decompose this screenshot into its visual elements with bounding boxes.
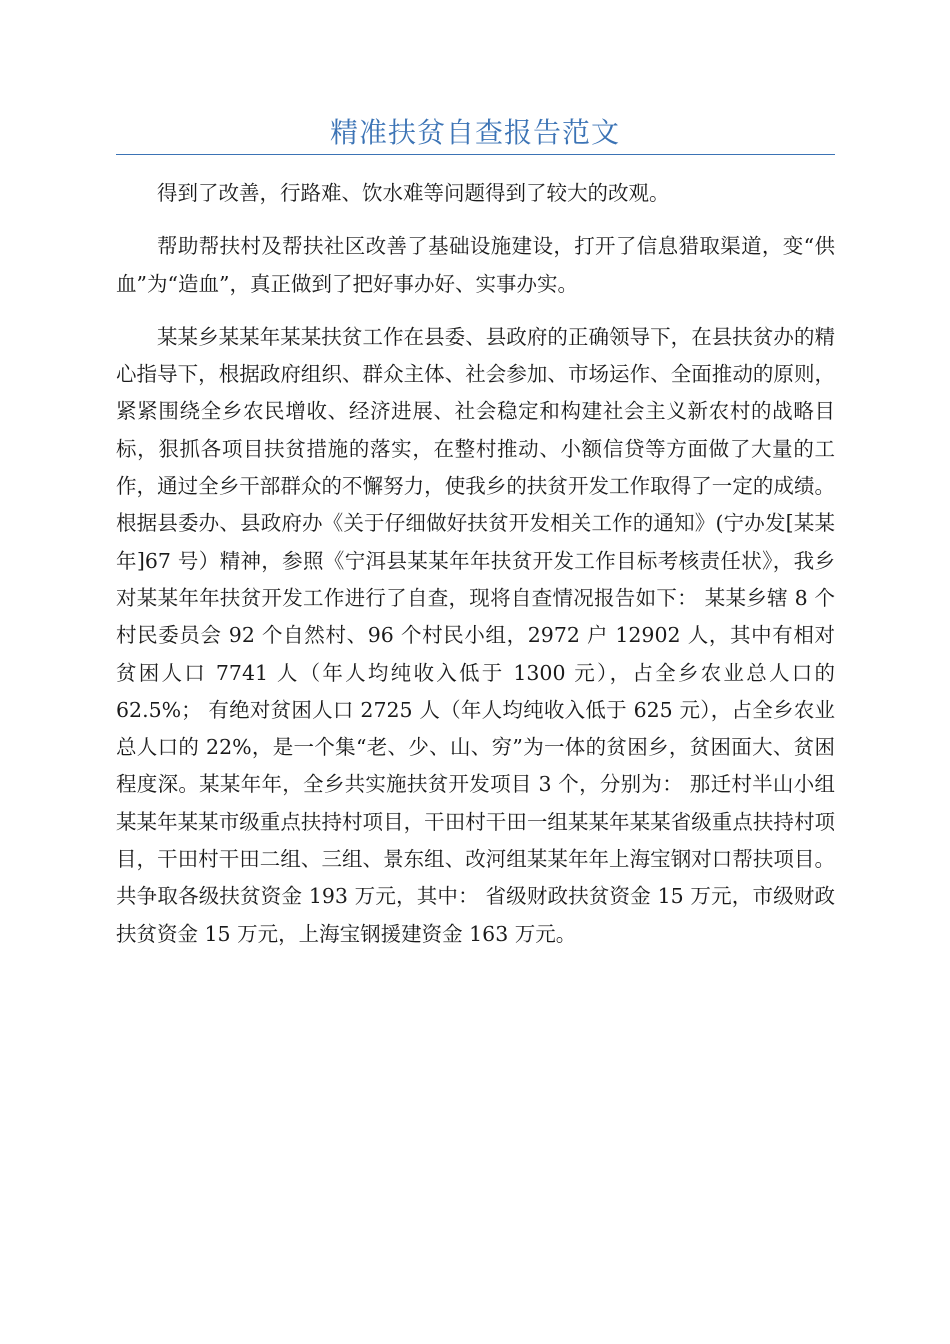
document-body (116, 175, 835, 969)
document-title: 精准扶贫自查报告范文 (329, 116, 620, 149)
title-underline (116, 154, 835, 155)
paragraph-2: 帮助帮扶村及帮扶社区改善了基础设施建设，打开了信息猎取渠道，变“供血”为“造血”，真正做到了把好事办好、实事办实。 (116, 234, 835, 296)
paragraph-1: 得到了改善，行路难、饮水难等问题得到了较大的改观。 (157, 181, 670, 205)
paragraph-3: 某某乡某某年某某扶贫工作在县委、县政府的正确领导下，在县扶贫办的精心指导下，根据政府组织、群众主体、社会参加、市场运作、全面推动的原则，紧紧围绕全乡农民增收、经济进展、社会稳定和构建社会主义新农村的战略目标，狠抓各项目扶贫措施的落实，在整村推动、小额信贷等方面做了大量的工作，通过全乡干部群众的不懈努力，使我乡的扶贫开发工作取得了一定的成绩。根据县委办、县政府办《关于仔细做好扶贫开发相关工作的通知》(宁办发[某某年]67 号）精神，参照《宁洱县某某年年扶贫开发工作目标考核责任状》，我乡对某某年年扶贫开发工作进行了自查，现将自查情况报告如下： 某某乡辖 8 个村民委员会 92 个自然村、96 个村民小组，2972 户 12902 人，其中有相对贫困人口 7741 人（年人均纯收入低于 1300 元），占全乡农业总人口的 62.5%； 有绝对贫困人口 2725 人（年人均纯收入低于 625 元），占全乡农业总人口的 22%，是一个集“老、少、山、穷”为一体的贫困乡，贫困面大、贫困程度深。某某年年，全乡共实施扶贫开发项目 3 个，分别为： 那迁村半山小组某某年某某市级重点扶持村项目，干田村干田一组某某年某某省级重点扶持村项目，干田村干田二组、三组、景东组、改河组某某年年上海宝钢对口帮扶项目。共争取各级扶贫资金 193 万元，其中： 省级财政扶贫资金 15 万元，市级财政扶贫资金 15 万元，上海宝钢援建资金 163 万元。 (116, 324, 835, 946)
